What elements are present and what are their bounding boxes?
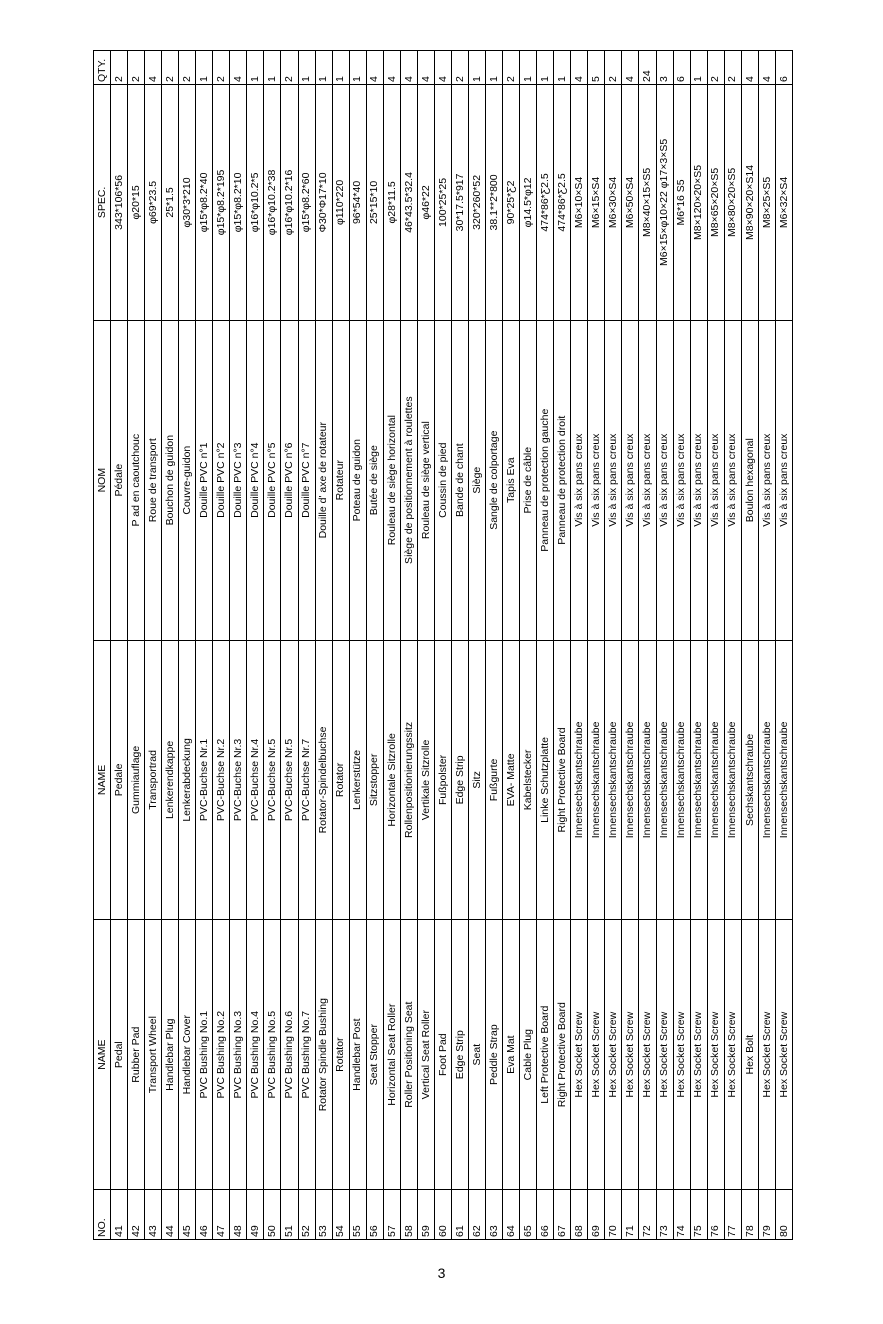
cell-name-en: Left Protective Board [537,920,554,1190]
header-spec: SPEC. [94,85,111,321]
cell-no: 65 [520,1190,537,1240]
cell-no: 50 [264,1190,281,1240]
table-row [673,51,690,1240]
cell-name-fr: Vis à six pans creux [673,320,690,640]
cell-name-en: Hex Socket Screw [656,920,673,1190]
table-row [468,51,485,1240]
cell-spec: φ30*3*210 [179,85,196,321]
cell-name-de: Edge Strip [451,640,468,920]
table-row [349,51,366,1240]
cell-spec: Φ30*Φ17*10 [315,85,332,321]
cell-name-de: Horizontale Sitzrolle [383,640,400,920]
cell-name-de: Innensechskantschraube [588,640,605,920]
cell-name-en: Vertical Seat Roller [417,920,434,1190]
cell-qty: 2 [179,51,196,85]
cell-no: 49 [247,1190,264,1240]
table-row [213,51,230,1240]
cell-qty: 2 [503,51,520,85]
cell-spec: 474*86*Ƹ2.5 [554,85,571,321]
cell-no: 56 [366,1190,383,1240]
table-row [264,51,281,1240]
table-header-row [94,51,111,1240]
table-row [707,51,724,1240]
table-row [315,51,332,1240]
cell-qty: 24 [639,51,656,85]
cell-spec: φ20*15 [128,85,145,321]
table-row [486,51,503,1240]
cell-no: 52 [298,1190,315,1240]
cell-name-de: Gummiauflage [128,640,145,920]
cell-no: 67 [554,1190,571,1240]
cell-name-fr: Couvre-guidon [179,320,196,640]
cell-name-fr: Tapis Eva [503,320,520,640]
cell-qty: 2 [281,51,298,85]
cell-qty: 1 [315,51,332,85]
cell-name-de: Transportrad [145,640,162,920]
cell-no: 61 [451,1190,468,1240]
cell-name-fr: Douille PVC n°7 [298,320,315,640]
cell-spec: M6*16 S5 [673,85,690,321]
cell-no: 62 [468,1190,485,1240]
table-row [639,51,656,1240]
cell-spec: φ110*220 [332,85,349,321]
table-row [758,51,775,1240]
table-row [451,51,468,1240]
cell-name-de: Sitzstopper [366,640,383,920]
cell-spec: M6×32×S4 [775,85,792,321]
cell-spec: 343*106*56 [111,85,128,321]
cell-no: 80 [775,1190,792,1240]
cell-name-en: Hex Socket Screw [775,920,792,1190]
cell-name-en: Hex Socket Screw [571,920,588,1190]
header-name-de: NAME [94,640,111,920]
table-row [400,51,417,1240]
cell-spec: 90*25*Ƹ2 [503,85,520,321]
cell-name-en: Hex Socket Screw [707,920,724,1190]
cell-name-en: Cable Plug [520,920,537,1190]
cell-name-fr: Bande de chant [451,320,468,640]
table-row [775,51,792,1240]
cell-name-de: EVA- Matte [503,640,520,920]
cell-name-de: Sechskantschraube [741,640,758,920]
cell-spec: 100*25*25 [434,85,451,321]
cell-spec: M8×65×20×S5 [707,85,724,321]
cell-spec: φ15*φ8.2*195 [213,85,230,321]
cell-name-en: Peddle Strap [486,920,503,1190]
cell-name-en: PVC Bushing No.2 [213,920,230,1190]
cell-spec: φ16*φ10.2*38 [264,85,281,321]
cell-no: 58 [400,1190,417,1240]
cell-qty: 6 [775,51,792,85]
cell-qty: 4 [366,51,383,85]
cell-name-de: Innensechskantschraube [707,640,724,920]
cell-name-de: PVC-Buchse Nr.1 [196,640,213,920]
table-row [383,51,400,1240]
cell-qty: 1 [264,51,281,85]
cell-qty: 2 [451,51,468,85]
page-number: 3 [437,1265,446,1281]
cell-name-de: Fußpolster [434,640,451,920]
cell-spec: φ16*φ10.2*5 [247,85,264,321]
cell-spec: M6×50×S4 [622,85,639,321]
cell-name-fr: Vis à six pans creux [656,320,673,640]
cell-qty: 1 [298,51,315,85]
cell-name-en: Hex Socket Screw [673,920,690,1190]
table-row [281,51,298,1240]
cell-name-fr: Vis à six pans creux [639,320,656,640]
cell-spec: 474*86*Ƹ2.5 [537,85,554,321]
cell-spec: φ15*φ8.2*10 [230,85,247,321]
cell-name-en: Handlebar Post [349,920,366,1190]
cell-name-fr: Siège [468,320,485,640]
cell-name-en: PVC Bushing No.5 [264,920,281,1190]
cell-spec: 46*43.5*32.4 [400,85,417,321]
cell-no: 46 [196,1190,213,1240]
cell-name-de: Right Protective Board [554,640,571,920]
cell-name-de: Kabelstecker [520,640,537,920]
cell-spec: 96*54*40 [349,85,366,321]
cell-name-de: Lenkerendkappe [162,640,179,920]
cell-name-de: Innensechskantschraube [758,640,775,920]
cell-qty: 1 [247,51,264,85]
cell-name-de: PVC-Buchse Nr.7 [298,640,315,920]
parts-table [93,50,793,1240]
cell-qty: 1 [486,51,503,85]
cell-name-de: Vertikale Sitzrolle [417,640,434,920]
cell-qty: 2 [111,51,128,85]
cell-name-de: PVC-Buchse Nr.3 [230,640,247,920]
table-row [196,51,213,1240]
table-body [111,51,793,1240]
cell-spec: M6×15×φ10×22 φ17×3×S5 [656,85,673,321]
table-row [588,51,605,1240]
table-row [145,51,162,1240]
cell-name-en: Hex Socket Screw [639,920,656,1190]
cell-name-de: Innensechskantschraube [673,640,690,920]
table-row [366,51,383,1240]
cell-name-fr: Douille PVC n°6 [281,320,298,640]
cell-name-fr: Bouchon de guidon [162,320,179,640]
cell-name-fr: Vis à six pans creux [588,320,605,640]
cell-name-en: PVC Bushing No.1 [196,920,213,1190]
cell-name-fr: Vis à six pans creux [758,320,775,640]
cell-spec: 30*17.5*917 [451,85,468,321]
cell-qty: 1 [196,51,213,85]
cell-name-fr: Vis à six pans creux [775,320,792,640]
cell-no: 79 [758,1190,775,1240]
cell-no: 64 [503,1190,520,1240]
table-row [247,51,264,1240]
cell-spec: M8×25×S5 [758,85,775,321]
table-row [298,51,315,1240]
cell-name-en: Eva Mat [503,920,520,1190]
cell-name-fr: Douille PVC n°5 [264,320,281,640]
table-row [417,51,434,1240]
cell-spec: φ28*11.5 [383,85,400,321]
cell-name-fr: Douille PVC n°3 [230,320,247,640]
cell-spec: M6×15×S4 [588,85,605,321]
cell-no: 73 [656,1190,673,1240]
cell-name-fr: Coussin de pied [434,320,451,640]
cell-qty: 2 [605,51,622,85]
cell-name-de: Rollenpositionierungssitz [400,640,417,920]
cell-qty: 2 [162,51,179,85]
cell-no: 42 [128,1190,145,1240]
cell-no: 51 [281,1190,298,1240]
cell-name-de: Innensechskantschraube [656,640,673,920]
cell-name-fr: Vis à six pans creux [571,320,588,640]
table-row [724,51,741,1240]
cell-name-en: Hex Socket Screw [758,920,775,1190]
table-row [230,51,247,1240]
cell-spec: 25*1.5 [162,85,179,321]
cell-name-en: Foot Pad [434,920,451,1190]
cell-name-de: Innensechskantschraube [724,640,741,920]
cell-name-fr: Poteau de guidon [349,320,366,640]
cell-no: 54 [332,1190,349,1240]
cell-name-fr: Vis à six pans creux [605,320,622,640]
cell-no: 66 [537,1190,554,1240]
cell-name-fr: Rouleau de siège vertical [417,320,434,640]
cell-no: 76 [707,1190,724,1240]
cell-no: 47 [213,1190,230,1240]
header-name-fr: NOM [94,320,111,640]
cell-name-en: Hex Socket Screw [588,920,605,1190]
cell-name-de: PVC-Buchse Nr.4 [247,640,264,920]
cell-no: 43 [145,1190,162,1240]
cell-no: 69 [588,1190,605,1240]
cell-qty: 4 [571,51,588,85]
cell-no: 44 [162,1190,179,1240]
cell-no: 48 [230,1190,247,1240]
cell-name-en: PVC Bushing No.6 [281,920,298,1190]
cell-name-en: Transport Wheel [145,920,162,1190]
cell-name-fr: Panneau de protection droit [554,320,571,640]
cell-no: 45 [179,1190,196,1240]
cell-qty: 3 [656,51,673,85]
cell-no: 71 [622,1190,639,1240]
table-row [332,51,349,1240]
table-row [605,51,622,1240]
cell-name-de: Pedale [111,640,128,920]
cell-name-fr: Roue de transport [145,320,162,640]
cell-name-en: PVC Bushing No.3 [230,920,247,1190]
cell-name-de: Lenkerstütze [349,640,366,920]
cell-name-fr: Panneau de protection gauche [537,320,554,640]
cell-spec: M8×80×20×S5 [724,85,741,321]
table-row [741,51,758,1240]
cell-no: 63 [486,1190,503,1240]
cell-no: 57 [383,1190,400,1240]
cell-name-de: PVC-Buchse Nr.5 [281,640,298,920]
cell-spec: φ14.5*φ12 [520,85,537,321]
header-name-en: NAME [94,920,111,1190]
parts-list-rotated-container [93,50,793,1240]
cell-qty: 4 [758,51,775,85]
cell-qty: 4 [622,51,639,85]
cell-name-en: Hex Bolt [741,920,758,1190]
cell-no: 59 [417,1190,434,1240]
cell-name-fr: Douille PVC n°4 [247,320,264,640]
cell-name-fr: P ad en caoutchouc [128,320,145,640]
cell-no: 41 [111,1190,128,1240]
cell-name-de: Lenkerabdeckung [179,640,196,920]
cell-name-fr: Pédale [111,320,128,640]
cell-spec: 320*260*52 [468,85,485,321]
cell-qty: 4 [383,51,400,85]
table-row [656,51,673,1240]
cell-name-fr: Vis à six pans creux [707,320,724,640]
cell-name-en: PVC Bushing No.4 [247,920,264,1190]
cell-no: 55 [349,1190,366,1240]
cell-qty: 2 [128,51,145,85]
cell-name-en: Rotator Spindle Bushing [315,920,332,1190]
cell-spec: 25*15*10 [366,85,383,321]
cell-qty: 4 [400,51,417,85]
cell-name-de: Innensechskantschraube [622,640,639,920]
table-row [537,51,554,1240]
cell-name-en: Handlebar Cover [179,920,196,1190]
cell-name-fr: Vis à six pans creux [724,320,741,640]
cell-qty: 1 [554,51,571,85]
cell-name-en: Seat Stopper [366,920,383,1190]
cell-name-en: Handlebar Plug [162,920,179,1190]
cell-spec: M6×10×S4 [571,85,588,321]
cell-name-de: Sitz [468,640,485,920]
cell-no: 70 [605,1190,622,1240]
cell-no: 74 [673,1190,690,1240]
cell-name-fr: Rouleau de siège horizontal [383,320,400,640]
cell-name-de: Fußgurte [486,640,503,920]
cell-name-fr: Vis à six pans creux [690,320,707,640]
cell-qty: 1 [537,51,554,85]
cell-name-de: Rotator [332,640,349,920]
cell-no: 53 [315,1190,332,1240]
cell-name-fr: Douille PVC n°2 [213,320,230,640]
cell-name-en: Right Protective Board [554,920,571,1190]
cell-name-fr: Butée de siège [366,320,383,640]
table-row [571,51,588,1240]
cell-qty: 4 [741,51,758,85]
cell-qty: 4 [434,51,451,85]
cell-name-fr: Douille d' axe de rotateur [315,320,332,640]
cell-name-fr: Prise de câble [520,320,537,640]
cell-qty: 6 [673,51,690,85]
cell-qty: 2 [213,51,230,85]
cell-no: 68 [571,1190,588,1240]
cell-no: 60 [434,1190,451,1240]
cell-qty: 4 [417,51,434,85]
cell-qty: 2 [724,51,741,85]
cell-name-fr: Vis à six pans creux [622,320,639,640]
cell-name-en: Roller Positioning Seat [400,920,417,1190]
header-qty: QTY. [94,51,111,85]
cell-spec: φ15*φ8.2*40 [196,85,213,321]
cell-spec: φ16*φ10.2*16 [281,85,298,321]
cell-qty: 1 [468,51,485,85]
cell-spec: φ46*22 [417,85,434,321]
table-row [434,51,451,1240]
cell-spec: φ69*23.5 [145,85,162,321]
cell-name-de: Innensechskantschraube [775,640,792,920]
cell-spec: M8×120×20×S5 [690,85,707,321]
cell-name-en: PVC Bushing No.7 [298,920,315,1190]
cell-qty: 1 [332,51,349,85]
cell-name-en: Seat [468,920,485,1190]
cell-name-en: Horizontal Seat Roller [383,920,400,1190]
cell-qty: 4 [145,51,162,85]
cell-name-fr: Sangle de colportage [486,320,503,640]
cell-spec: 38.1**2*800 [486,85,503,321]
cell-name-de: Innensechskantschraube [639,640,656,920]
cell-name-en: Hex Socket Screw [622,920,639,1190]
cell-spec: M8×90×20×S14 [741,85,758,321]
header-no: NO. [94,1190,111,1240]
cell-name-de: Innensechskantschraube [571,640,588,920]
cell-spec: M8×40×15×S5 [639,85,656,321]
cell-name-en: Pedal [111,920,128,1190]
table-row [179,51,196,1240]
cell-spec: φ15*φ8.2*60 [298,85,315,321]
cell-name-de: Rotator-Spindelbuchse [315,640,332,920]
cell-qty: 1 [349,51,366,85]
cell-name-fr: Siège de positionnement à roulettes [400,320,417,640]
cell-name-en: Hex Socket Screw [724,920,741,1190]
cell-name-de: Linke Schutzplatte [537,640,554,920]
table-row [622,51,639,1240]
cell-spec: M6×30×S4 [605,85,622,321]
cell-no: 75 [690,1190,707,1240]
table-row [554,51,571,1240]
cell-qty: 4 [230,51,247,85]
table-row [111,51,128,1240]
table-row [520,51,537,1240]
cell-qty: 1 [690,51,707,85]
cell-name-en: Rubber Pad [128,920,145,1190]
cell-name-fr: Douille PVC n°1 [196,320,213,640]
cell-name-de: Innensechskantschraube [690,640,707,920]
cell-name-en: Hex Socket Screw [690,920,707,1190]
table-row [690,51,707,1240]
cell-qty: 1 [520,51,537,85]
cell-no: 72 [639,1190,656,1240]
cell-name-en: Hex Socket Screw [605,920,622,1190]
cell-name-en: Rotator [332,920,349,1190]
cell-name-fr: Boulon hexagonal [741,320,758,640]
table-row [503,51,520,1240]
cell-name-de: PVC-Buchse Nr.2 [213,640,230,920]
cell-name-de: PVC-Buchse Nr.5 [264,640,281,920]
table-row [128,51,145,1240]
cell-name-en: Edge Strip [451,920,468,1190]
table-row [162,51,179,1240]
cell-no: 78 [741,1190,758,1240]
cell-qty: 2 [707,51,724,85]
cell-name-fr: Rotateur [332,320,349,640]
cell-name-de: Innensechskantschraube [605,640,622,920]
cell-qty: 5 [588,51,605,85]
cell-no: 77 [724,1190,741,1240]
